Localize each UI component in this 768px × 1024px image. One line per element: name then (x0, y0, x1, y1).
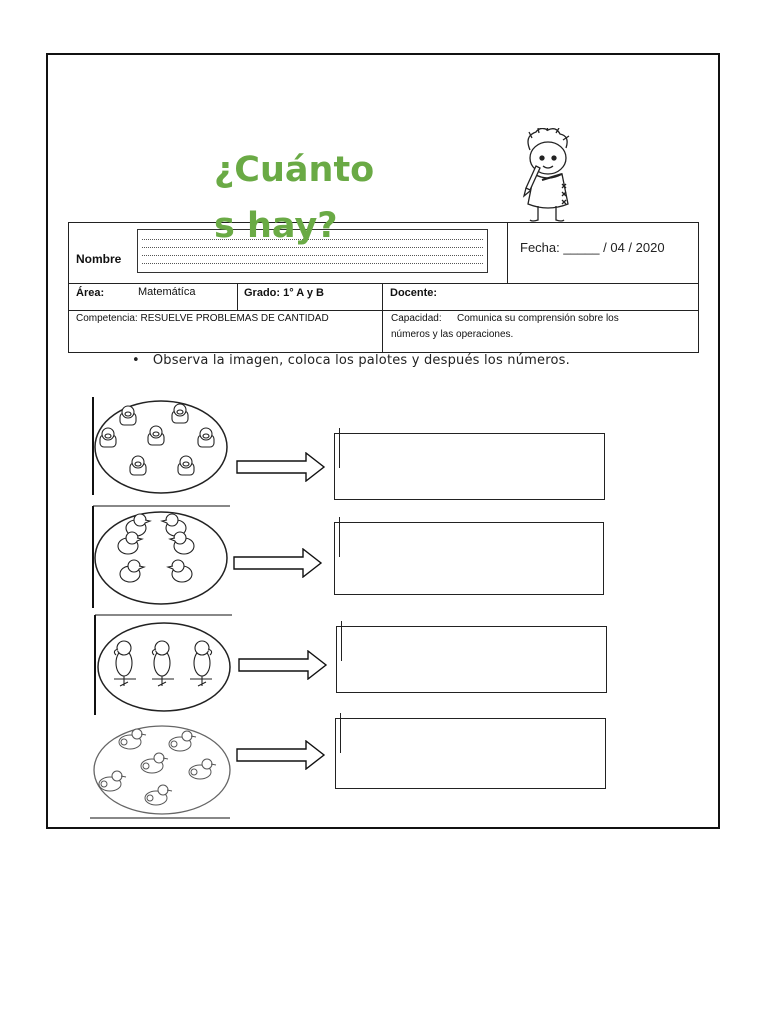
parrots-illustration (92, 613, 234, 717)
arrow-right-icon (236, 740, 326, 770)
answer-box-parrots[interactable] (336, 626, 607, 693)
area-label: Área: (76, 287, 105, 299)
arrow-right-icon (238, 650, 328, 680)
arrow-right-icon (233, 548, 323, 578)
answer-box-pigs[interactable] (334, 433, 605, 500)
date-field[interactable]: Fecha: _____ / 04 / 2020 (520, 240, 665, 255)
docente-label: Docente: (390, 287, 438, 299)
grado-text: Grado: 1° A y B (244, 287, 324, 299)
answer-box-ducks[interactable] (335, 718, 606, 789)
chicks-illustration (90, 504, 232, 610)
child-with-pencil-illustration (512, 128, 586, 224)
pigs-illustration (90, 395, 232, 499)
area-value: Matemátíca (138, 286, 196, 298)
instruction-label: Observa la imagen, coloca los palotes y después los números. (152, 353, 570, 368)
capacidad-line2: números y las operaciones. (391, 329, 514, 340)
capacidad-label: Capacidad: (391, 313, 442, 324)
ducks-illustration (88, 716, 232, 820)
worksheet-title: ¿Cuántos hay? (214, 150, 375, 246)
answer-box-chicks[interactable] (334, 522, 604, 595)
arrow-right-icon (236, 452, 326, 482)
instruction-text: • Observa la imagen, coloca los palotes y después los números. (132, 353, 570, 368)
nombre-label: Nombre (76, 252, 122, 266)
competencia-text: Competencia: RESUELVE PROBLEMAS DE CANTIDAD (76, 313, 329, 324)
capacidad-line1: Comunica su comprensión sobre los (457, 313, 619, 324)
